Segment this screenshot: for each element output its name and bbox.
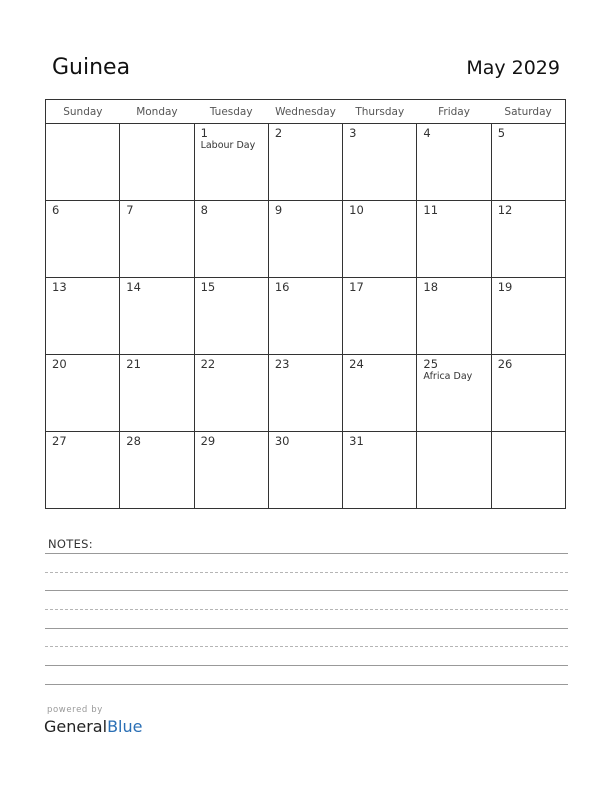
day-cell-content <box>417 355 490 383</box>
calendar-day-cell[interactable] <box>417 201 491 278</box>
day-number: 27 <box>52 434 67 448</box>
day-cell-content <box>417 201 490 217</box>
calendar-day-cell[interactable] <box>417 432 491 509</box>
brand-part-general: General <box>44 717 108 736</box>
day-number: 6 <box>52 203 60 217</box>
holiday-label: Labour Day <box>200 140 256 151</box>
country-title: Guinea <box>52 55 131 80</box>
day-cell-content <box>492 432 565 434</box>
calendar-day-cell[interactable] <box>194 355 268 432</box>
calendar-grid <box>45 99 566 509</box>
day-number: 5 <box>497 126 506 140</box>
day-cell-content <box>343 432 416 448</box>
day-number: 26 <box>497 357 513 371</box>
calendar-day-cell[interactable] <box>120 432 194 509</box>
day-number: 31 <box>349 434 364 448</box>
calendar-day-cell[interactable] <box>491 201 565 278</box>
day-cell-content <box>195 201 268 217</box>
day-cell-content <box>46 124 119 126</box>
holiday-label: Africa Day <box>423 371 473 382</box>
day-cell-content <box>269 355 342 371</box>
weekday-header: Monday <box>120 100 194 124</box>
day-cell-content <box>417 278 490 294</box>
calendar-day-cell[interactable] <box>194 201 268 278</box>
day-number: 20 <box>52 357 67 371</box>
day-number: 9 <box>274 203 283 217</box>
day-cell-content <box>46 355 119 371</box>
calendar-day-cell[interactable] <box>268 278 342 355</box>
powered-by-text: powered by <box>47 705 103 715</box>
day-cell-content <box>269 124 342 140</box>
calendar-day-cell[interactable] <box>417 355 491 432</box>
day-cell-content <box>343 124 416 140</box>
day-number: 21 <box>126 357 141 371</box>
day-cell-content <box>417 432 490 434</box>
calendar-week-row <box>46 278 566 355</box>
weekday-header-row <box>46 100 566 124</box>
day-number: 3 <box>349 126 357 140</box>
calendar-day-cell[interactable] <box>46 355 120 432</box>
day-number: 4 <box>423 126 431 140</box>
day-number: 23 <box>274 357 290 371</box>
day-number: 24 <box>349 357 364 371</box>
calendar-day-cell[interactable] <box>46 432 120 509</box>
calendar-day-cell[interactable] <box>343 201 417 278</box>
calendar-day-cell[interactable] <box>343 432 417 509</box>
day-number: 18 <box>423 280 439 294</box>
calendar-day-cell[interactable] <box>46 201 120 278</box>
calendar-day-cell[interactable] <box>268 355 342 432</box>
month-year-title: May 2029 <box>466 57 560 79</box>
notes-line <box>45 590 568 591</box>
calendar-day-cell[interactable] <box>46 278 120 355</box>
day-cell-content <box>195 124 268 152</box>
day-cell-content <box>269 432 342 448</box>
day-cell-content <box>492 124 565 140</box>
day-number: 15 <box>200 280 216 294</box>
notes-line <box>45 665 568 666</box>
day-cell-content <box>46 278 119 294</box>
calendar-day-cell[interactable] <box>268 124 342 201</box>
day-cell-content <box>46 201 119 217</box>
day-number: 28 <box>126 434 141 448</box>
day-cell-content <box>492 201 565 217</box>
day-cell-content <box>343 355 416 371</box>
day-number: 25 <box>423 357 439 371</box>
day-number: 29 <box>200 434 216 448</box>
brand-logo[interactable] <box>44 717 142 736</box>
weekday-header: Wednesday <box>268 100 342 124</box>
day-number: 22 <box>200 357 216 371</box>
day-cell-content <box>343 278 416 294</box>
day-number: 12 <box>497 203 513 217</box>
calendar-day-cell[interactable] <box>194 124 268 201</box>
calendar-day-cell[interactable] <box>491 355 565 432</box>
notes-line <box>45 572 568 573</box>
day-cell-content <box>417 124 490 140</box>
calendar-week-row <box>46 355 566 432</box>
weekday-header: Sunday <box>46 100 120 124</box>
weekday-header: Tuesday <box>194 100 268 124</box>
calendar-day-cell[interactable] <box>46 124 120 201</box>
day-number: 16 <box>274 280 290 294</box>
brand-part-blue: Blue <box>107 717 143 736</box>
day-cell-content <box>120 432 193 448</box>
calendar-day-cell[interactable] <box>491 432 565 509</box>
day-cell-content <box>120 124 193 126</box>
calendar-week-row <box>46 124 566 201</box>
day-cell-content <box>492 355 565 371</box>
notes-line <box>45 646 568 647</box>
calendar-day-cell[interactable] <box>194 432 268 509</box>
day-cell-content <box>120 201 193 217</box>
day-cell-content <box>269 278 342 294</box>
day-number: 30 <box>274 434 290 448</box>
day-number: 13 <box>52 280 67 294</box>
day-number: 17 <box>349 280 364 294</box>
weekday-header: Saturday <box>491 100 565 124</box>
calendar-day-cell[interactable] <box>120 201 194 278</box>
calendar-week-row <box>46 432 566 509</box>
calendar-day-cell[interactable] <box>491 278 565 355</box>
notes-line <box>45 628 568 629</box>
calendar-day-cell[interactable] <box>417 278 491 355</box>
day-cell-content <box>120 278 193 294</box>
day-number: 1 <box>200 126 208 140</box>
calendar-week-row <box>46 201 566 278</box>
calendar-day-cell[interactable] <box>343 355 417 432</box>
calendar-day-cell[interactable] <box>491 124 565 201</box>
calendar-day-cell[interactable] <box>417 124 491 201</box>
day-cell-content <box>120 355 193 371</box>
day-cell-content <box>195 432 268 448</box>
day-cell-content <box>46 432 119 448</box>
day-number: 7 <box>126 203 134 217</box>
day-number: 19 <box>497 280 513 294</box>
notes-line <box>45 684 568 685</box>
day-cell-content <box>195 278 268 294</box>
calendar-day-cell[interactable] <box>268 201 342 278</box>
calendar-day-cell[interactable] <box>120 355 194 432</box>
calendar-day-cell[interactable] <box>343 124 417 201</box>
weekday-header: Friday <box>417 100 491 124</box>
notes-label: NOTES: <box>48 537 93 551</box>
weekday-header: Thursday <box>343 100 417 124</box>
calendar-day-cell[interactable] <box>343 278 417 355</box>
day-number: 2 <box>274 126 283 140</box>
day-number: 8 <box>200 203 208 217</box>
day-cell-content <box>195 355 268 371</box>
day-number: 10 <box>349 203 364 217</box>
calendar-day-cell[interactable] <box>120 124 194 201</box>
calendar-day-cell[interactable] <box>194 278 268 355</box>
day-cell-content <box>343 201 416 217</box>
calendar-day-cell[interactable] <box>268 432 342 509</box>
notes-line <box>45 609 568 610</box>
day-number: 11 <box>423 203 439 217</box>
day-number: 14 <box>126 280 141 294</box>
day-cell-content <box>269 201 342 217</box>
notes-line <box>45 553 568 554</box>
day-cell-content <box>492 278 565 294</box>
calendar-day-cell[interactable] <box>120 278 194 355</box>
